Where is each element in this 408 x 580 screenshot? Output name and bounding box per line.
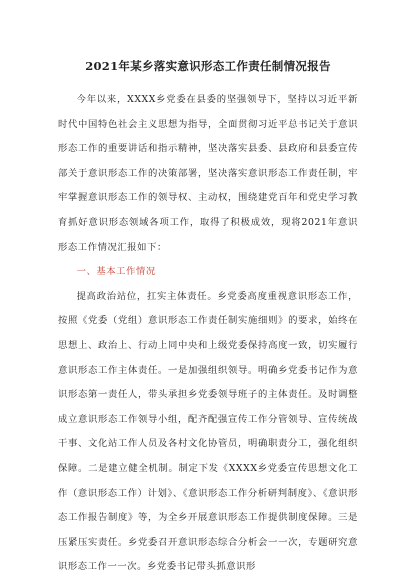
section-body-paragraph: 提高政治站位，扛实主体责任。乡党委高度重视意识形态工作，按照《党委（党组）意识形态工作责任制实施细则》的要求，始终在思想上、政治上、行动上同中央和上级党委保持高度一致，切实履行意识形态工作主体责任。一是加强组织领导。明确乡党委书记作为意识形态第一责任人，带头承担乡党委领导班子的主体责任。及时调整成立意识形态工作领导小组，配齐配强宣传工作分管领导、宣传统战干事、文化站工作人员及各村文化协管员，明确职责分工，强化组织保障。二是建立健全机制。制定下发《XXXX乡党委宣传思想文化工作（意识形态工作）计划》、《意识形态工作分析研判制度》、《意识形态工作报告制度》等，为全乡开展意识形态工作提供制度保障。三是压紧压实责任。乡党委召开意识形态综合分析会一一次，专题研究意识形态工作一一次。乡党委书记带头抓意识形 <box>58 290 358 573</box>
document-title: 2021年某乡落实意识形态工作责任制情况报告 <box>85 59 331 73</box>
section-heading-basic-work: 一、基本工作情况 <box>76 266 156 278</box>
intro-paragraph: 今年以来，XXXX乡党委在县委的坚强领导下，坚持以习近平新时代中国特色社会主义思想为指导，全面贯彻习近平总书记关于意识形态工作的重要讲话和指示精神，坚决落实县委、县政府和县委宣传部关于意识形态工作的决策部署，坚决落实意识形态工作责任制，牢牢掌握意识形态工作的领导权、主动权，围绕建党百年和党史学习教育抓好意识形态领域各项工作，取得了积极成效，现将2021年意识形态工作情况汇报如下： <box>58 94 358 253</box>
